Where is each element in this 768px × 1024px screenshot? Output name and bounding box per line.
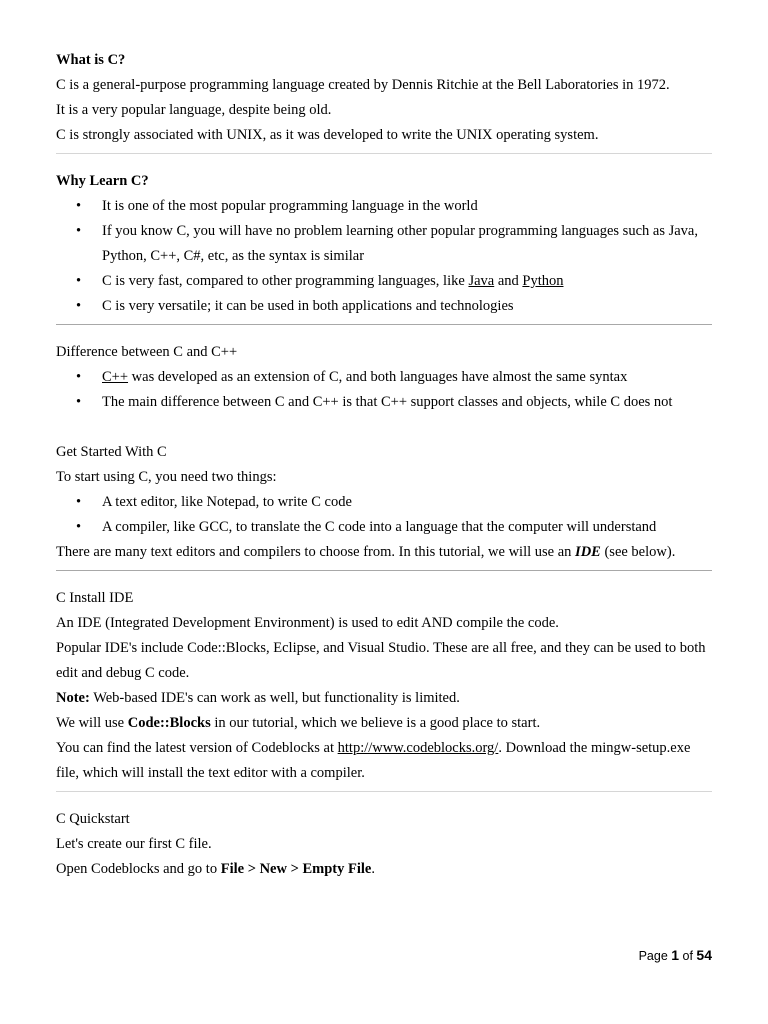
list-item: • It is one of the most popular programming language in the world bbox=[56, 194, 712, 219]
heading-install-ide: C Install IDE bbox=[56, 590, 134, 606]
paragraph: It is a very popular language, despite being old. bbox=[56, 102, 332, 118]
bullet-icon: • bbox=[76, 198, 82, 214]
bullet-icon: • bbox=[76, 369, 82, 385]
paragraph: Let's create our first C file. bbox=[56, 836, 212, 852]
note-paragraph: Note: Web-based IDE's can work as well, but functionality is limited. bbox=[56, 690, 460, 706]
paragraph: There are many text editors and compilers to choose from. In this tutorial, we will use an IDE (see below). bbox=[56, 544, 676, 560]
get-started-list bbox=[56, 490, 712, 540]
list-item: • A compiler, like GCC, to translate the C code into a language that the computer will understand bbox=[56, 515, 712, 540]
paragraph: You can find the latest version of Codeblocks at http://www.codeblocks.org/. Download the mingw-setup.exe file, which will install the text editor with a compiler. bbox=[56, 740, 691, 781]
heading-what-is-c: What is C? bbox=[56, 52, 126, 68]
bullet-icon: • bbox=[76, 273, 82, 289]
list-item: • If you know C, you will have no problem learning other popular programming languages such as Java, Python, C++, C#, etc, as the syntax is similar bbox=[56, 219, 712, 269]
heading-quickstart: C Quickstart bbox=[56, 811, 130, 827]
bullet-icon: • bbox=[76, 494, 82, 510]
java-link[interactable]: Java bbox=[468, 273, 495, 289]
list-item: • C is very versatile; it can be used in both applications and technologies bbox=[56, 294, 712, 319]
python-link[interactable]: Python bbox=[522, 273, 564, 289]
page-number-footer: Page 1 of 54 bbox=[638, 947, 712, 963]
section-divider bbox=[56, 153, 712, 154]
section-divider bbox=[56, 570, 712, 571]
heading-get-started: Get Started With C bbox=[56, 444, 167, 460]
paragraph: Popular IDE's include Code::Blocks, Eclipse, and Visual Studio. These are all free, and they can be used to both edit and debug C code. bbox=[56, 640, 706, 681]
paragraph: An IDE (Integrated Development Environment) is used to edit AND compile the code. bbox=[56, 615, 559, 631]
heading-difference: Difference between C and C++ bbox=[56, 344, 238, 360]
paragraph: C is strongly associated with UNIX, as it was developed to write the UNIX operating system. bbox=[56, 127, 599, 143]
total-page-count: 54 bbox=[696, 947, 712, 963]
difference-list bbox=[56, 365, 712, 415]
bullet-icon: • bbox=[76, 394, 82, 410]
list-item: • C++ was developed as an extension of C, and both languages have almost the same syntax bbox=[56, 365, 712, 390]
bullet-icon: • bbox=[76, 223, 82, 239]
paragraph: Open Codeblocks and go to File > New > Empty File. bbox=[56, 861, 375, 877]
codeblocks-url-link[interactable]: http://www.codeblocks.org/ bbox=[337, 740, 499, 756]
list-item: • The main difference between C and C++ is that C++ support classes and objects, while C does not bbox=[56, 390, 712, 415]
ide-emphasis: IDE bbox=[575, 544, 601, 560]
heading-why-learn-c: Why Learn C? bbox=[56, 173, 149, 189]
paragraph: To start using C, you need two things: bbox=[56, 469, 277, 485]
why-learn-list bbox=[56, 194, 712, 319]
bullet-icon: • bbox=[76, 298, 82, 314]
codeblocks-emphasis: Code::Blocks bbox=[127, 715, 211, 731]
document-page bbox=[56, 48, 712, 882]
paragraph: We will use Code::Blocks in our tutorial, which we believe is a good place to start. bbox=[56, 715, 541, 731]
list-item: • A text editor, like Notepad, to write C code bbox=[56, 490, 712, 515]
cpp-link[interactable]: C++ bbox=[102, 369, 129, 385]
section-divider bbox=[56, 791, 712, 792]
list-item: • C is very fast, compared to other programming languages, like Java and Python bbox=[56, 269, 712, 294]
section-divider bbox=[56, 324, 712, 325]
current-page-number: 1 bbox=[671, 947, 680, 963]
menu-path-emphasis: File > New > Empty File bbox=[220, 861, 372, 877]
bullet-icon: • bbox=[76, 519, 82, 535]
note-label: Note: bbox=[56, 690, 90, 706]
paragraph: C is a general-purpose programming language created by Dennis Ritchie at the Bell Laboratories in 1972. bbox=[56, 77, 670, 93]
